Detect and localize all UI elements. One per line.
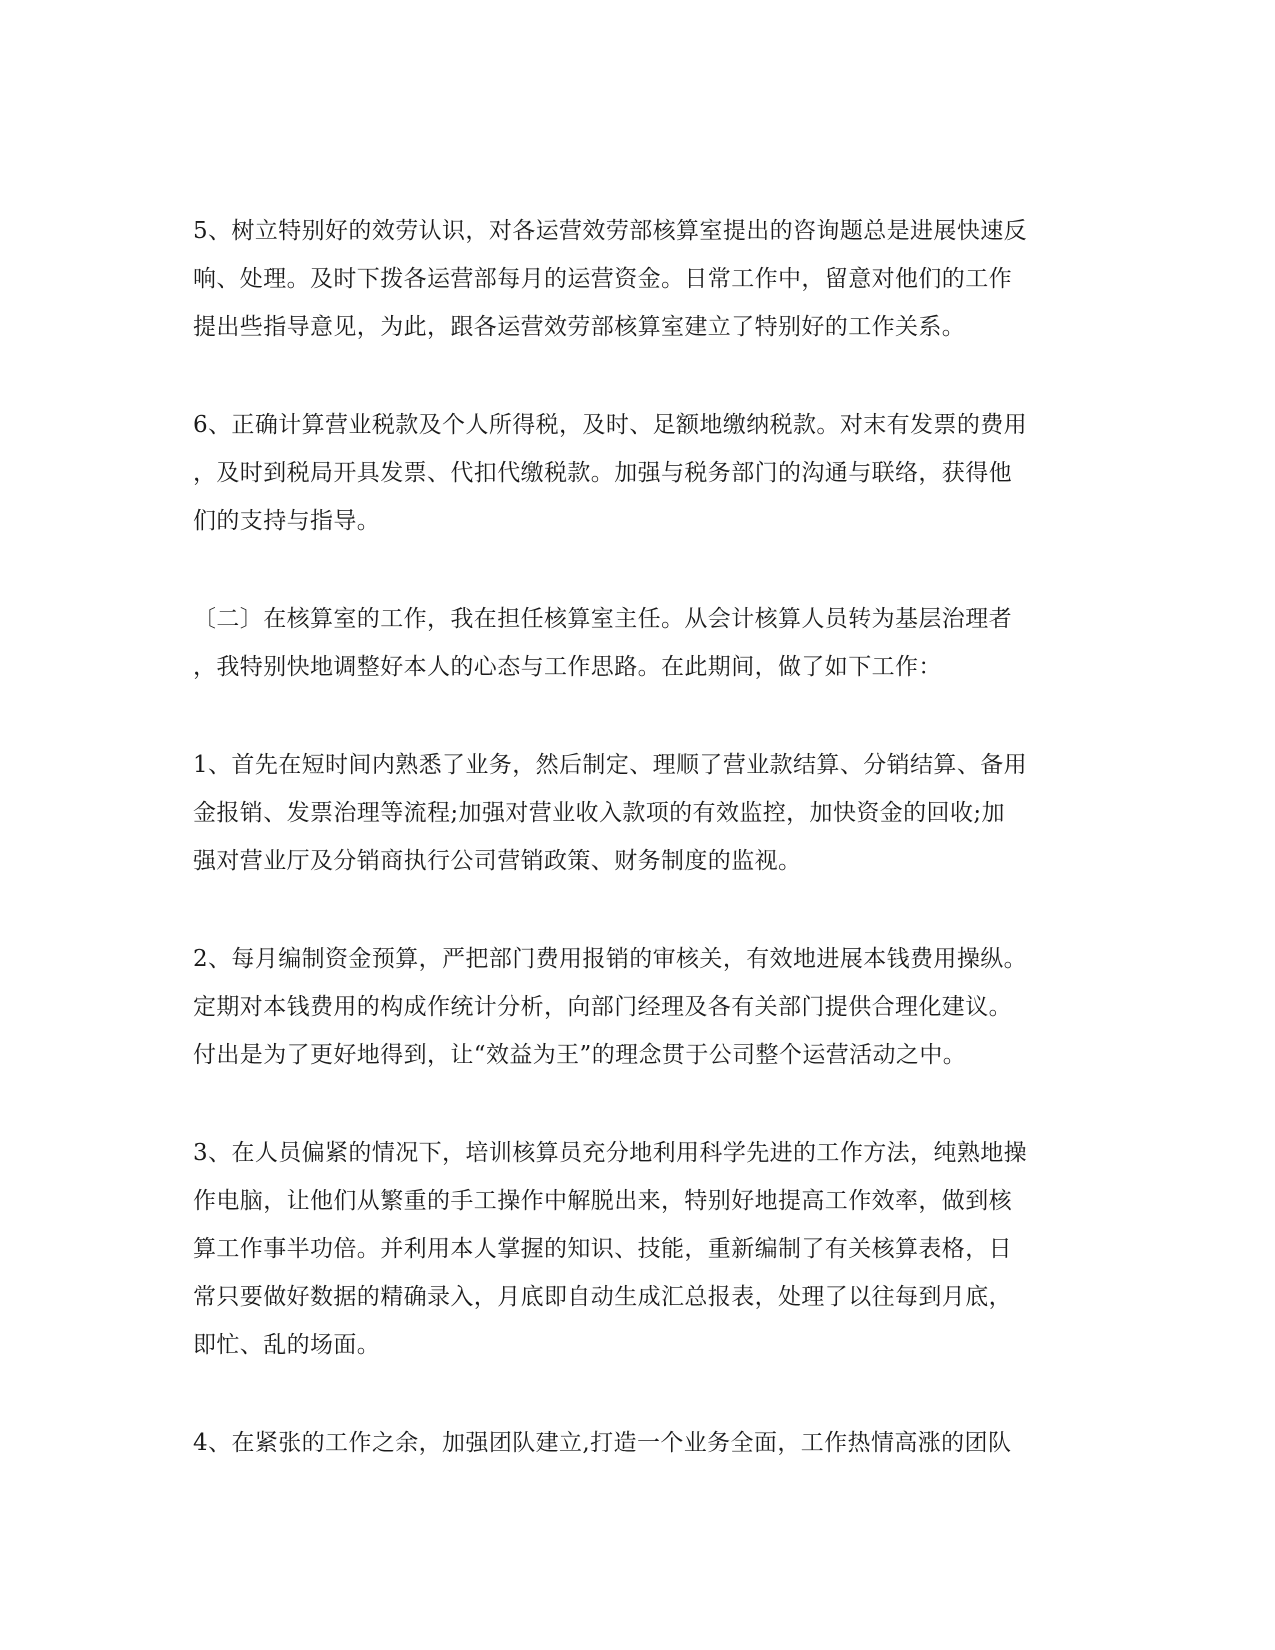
text-line: 强对营业厅及分销商执行公司营销政策、财务制度的监视。 [193, 848, 802, 874]
text-line: 们的支持与指导。 [193, 508, 381, 534]
text-line: 提出些指导意见，为此，跟各运营效劳部核算室建立了特别好的工作关系。 [193, 314, 966, 340]
text-line: 常只要做好数据的精确录入，月底即自动生成汇总报表，处理了以往每到月底， [193, 1284, 1012, 1310]
text-line: 4、在紧张的工作之余，加强团队建立,打造一个业务全面，工作热情高涨的团队 [193, 1430, 1012, 1456]
text-line: 即忙、乱的场面。 [193, 1332, 381, 1358]
paragraph-item-5 [193, 207, 1093, 351]
paragraph-item-4 [193, 1419, 1093, 1467]
text-line: 〔二〕在核算室的工作，我在担任核算室主任。从会计核算人员转为基层治理者 [193, 606, 1012, 632]
text-line: 2、每月编制资金预算，严把部门费用报销的审核关，有效地进展本钱费用操纵。 [193, 946, 1028, 972]
paragraph-item-1 [193, 741, 1093, 885]
paragraph-item-3 [193, 1129, 1093, 1369]
text-line: 5、树立特别好的效劳认识，对各运营效劳部核算室提出的咨询题总是进展快速反 [193, 218, 1028, 244]
text-line: 作电脑，让他们从繁重的手工操作中解脱出来，特别好地提高工作效率，做到核 [193, 1188, 1012, 1214]
text-line: ，及时到税局开具发票、代扣代缴税款。加强与税务部门的沟通与联络，获得他 [193, 460, 1012, 486]
text-line: 定期对本钱费用的构成作统计分析，向部门经理及各有关部门提供合理化建议。 [193, 994, 1012, 1020]
section-two-intro [193, 595, 1093, 691]
text-line: 1、首先在短时间内熟悉了业务，然后制定、理顺了营业款结算、分销结算、备用 [193, 752, 1028, 778]
paragraph-item-6 [193, 401, 1093, 545]
text-line: 6、正确计算营业税款及个人所得税，及时、足额地缴纳税款。对末有发票的费用 [193, 412, 1028, 438]
text-line: ，我特别快地调整好本人的心态与工作思路。在此期间，做了如下工作： [193, 654, 942, 680]
text-line: 付出是为了更好地得到，让“效益为王”的理念贯于公司整个运营活动之中。 [193, 1042, 967, 1068]
text-line: 金报销、发票治理等流程;加强对营业收入款项的有效监控，加快资金的回收;加 [193, 800, 1005, 826]
text-line: 算工作事半功倍。并利用本人掌握的知识、技能，重新编制了有关核算表格，日 [193, 1236, 1012, 1262]
text-line: 3、在人员偏紧的情况下，培训核算员充分地利用科学先进的工作方法，纯熟地操 [193, 1140, 1028, 1166]
paragraph-item-2 [193, 935, 1093, 1079]
text-line: 响、处理。及时下拨各运营部每月的运营资金。日常工作中，留意对他们的工作 [193, 266, 1012, 292]
